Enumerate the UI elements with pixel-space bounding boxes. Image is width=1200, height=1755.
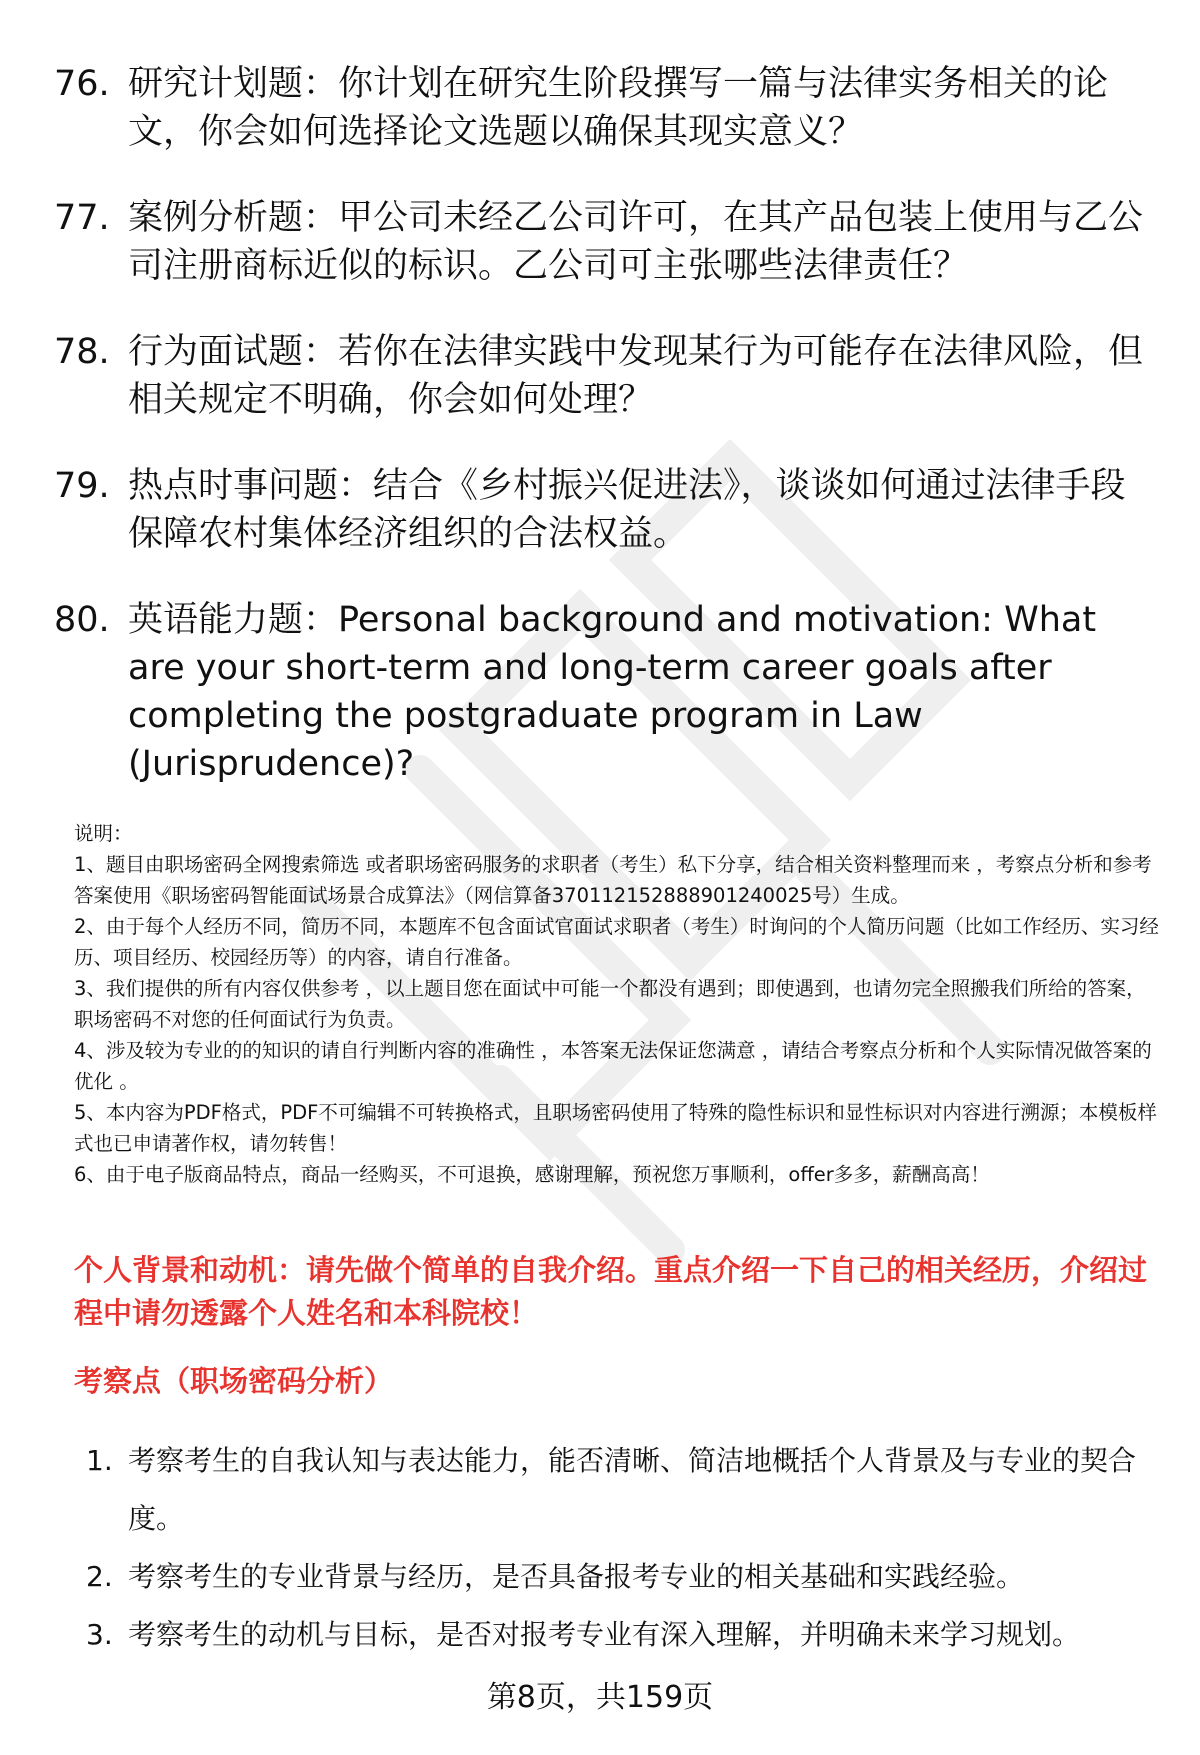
question-number: 76.: [54, 64, 110, 104]
point-number: 2.: [86, 1560, 113, 1593]
point-text: 考察考生的专业背景与经历，是否具备报考专业的相关基础和实践经验。: [128, 1560, 1025, 1593]
note-item: 2、由于每个人经历不同，简历不同，本题库不包含面试官面试求职者（考生）时询问的个人简历问题（比如工作经历、实习经历、项目经历、校园经历等）的内容，请自行准备。: [74, 915, 1159, 969]
question-text: 案例分析题：甲公司未经乙公司许可，在其产品包装上使用与乙公司注册商标近似的标识。乙公司可主张哪些法律责任？: [128, 198, 1144, 286]
question-number: 80.: [54, 600, 110, 640]
note-item: 5、本内容为PDF格式，PDF不可编辑不可转换格式，且职场密码使用了特殊的隐性标识和显性标识对内容进行溯源；本模板样式也已申请著作权，请勿转售！: [74, 1101, 1157, 1155]
question-item: [54, 194, 1154, 290]
page-footer: 第8页，共159页: [486, 1680, 714, 1715]
note-item: 4、涉及较为专业的的知识的请自行判断内容的准确性 ，本答案无法保证您满意 ，请结合考察点分析和个人实际情况做答案的优化 。: [74, 1039, 1152, 1093]
point-number: 1.: [86, 1444, 113, 1477]
question-text: 英语能力题：Personal background and motivation: What are your short-term and long-term career goals after completing the postgraduate program in Law (Jurisprudence)?: [128, 600, 1097, 784]
question-item: [54, 60, 1154, 156]
note-item: 3、我们提供的所有内容仅供参考 ，以上题目您在面试中可能一个都没有遇到；即使遇到，也请勿完全照搬我们所给的答案，职场密码不对您的任何面试行为负责。: [74, 977, 1146, 1031]
note-item: 6、由于电子版商品特点，商品一经购买，不可退换，感谢理解，预祝您万事顺利，offer多多，薪酬高高！: [74, 1163, 990, 1186]
question-number: 78.: [54, 332, 110, 372]
question-text: 行为面试题：若你在法律实践中发现某行为可能存在法律风险，但相关规定不明确，你会如何处理？: [128, 332, 1144, 420]
question-text: 研究计划题：你计划在研究生阶段撰写一篇与法律实务相关的论文，你会如何选择论文选题以确保其现实意义？: [128, 64, 1109, 152]
analysis-point: [86, 1606, 1166, 1664]
note-item: 1、题目由职场密码全网搜索筛选 或者职场密码服务的求职者（考生）私下分享，结合相关资料整理而来 ，考察点分析和参考答案使用《职场密码智能面试场景合成算法》（网信算备370112152888901240025号）生成。: [74, 853, 1152, 907]
question-text: 热点时事问题：结合《乡村振兴促进法》，谈谈如何通过法律手段保障农村集体经济组织的合法权益。: [128, 466, 1126, 554]
featured-question: 个人背景和动机：请先做个简单的自我介绍。重点介绍一下自己的相关经历，介绍过程中请勿透露个人姓名和本科院校！: [74, 1253, 1148, 1330]
analysis-point: [86, 1432, 1166, 1548]
question-item: [54, 596, 1154, 788]
point-text: 考察考生的动机与目标，是否对报考专业有深入理解，并明确未来学习规划。: [128, 1618, 1081, 1651]
analysis-points: [86, 1432, 1166, 1664]
question-item: [54, 328, 1154, 424]
analysis-title: 考察点（职场密码分析）: [74, 1364, 394, 1398]
notes-heading: 说明：: [74, 822, 133, 845]
notes-section: [74, 818, 1164, 1190]
question-list: [54, 60, 1154, 826]
point-number: 3.: [86, 1618, 113, 1651]
question-number: 77.: [54, 198, 110, 238]
analysis-point: [86, 1548, 1166, 1606]
question-item: [54, 462, 1154, 558]
question-number: 79.: [54, 466, 110, 506]
point-text: 考察考生的自我认知与表达能力，能否清晰、简洁地概括个人背景及与专业的契合度。: [128, 1444, 1137, 1535]
